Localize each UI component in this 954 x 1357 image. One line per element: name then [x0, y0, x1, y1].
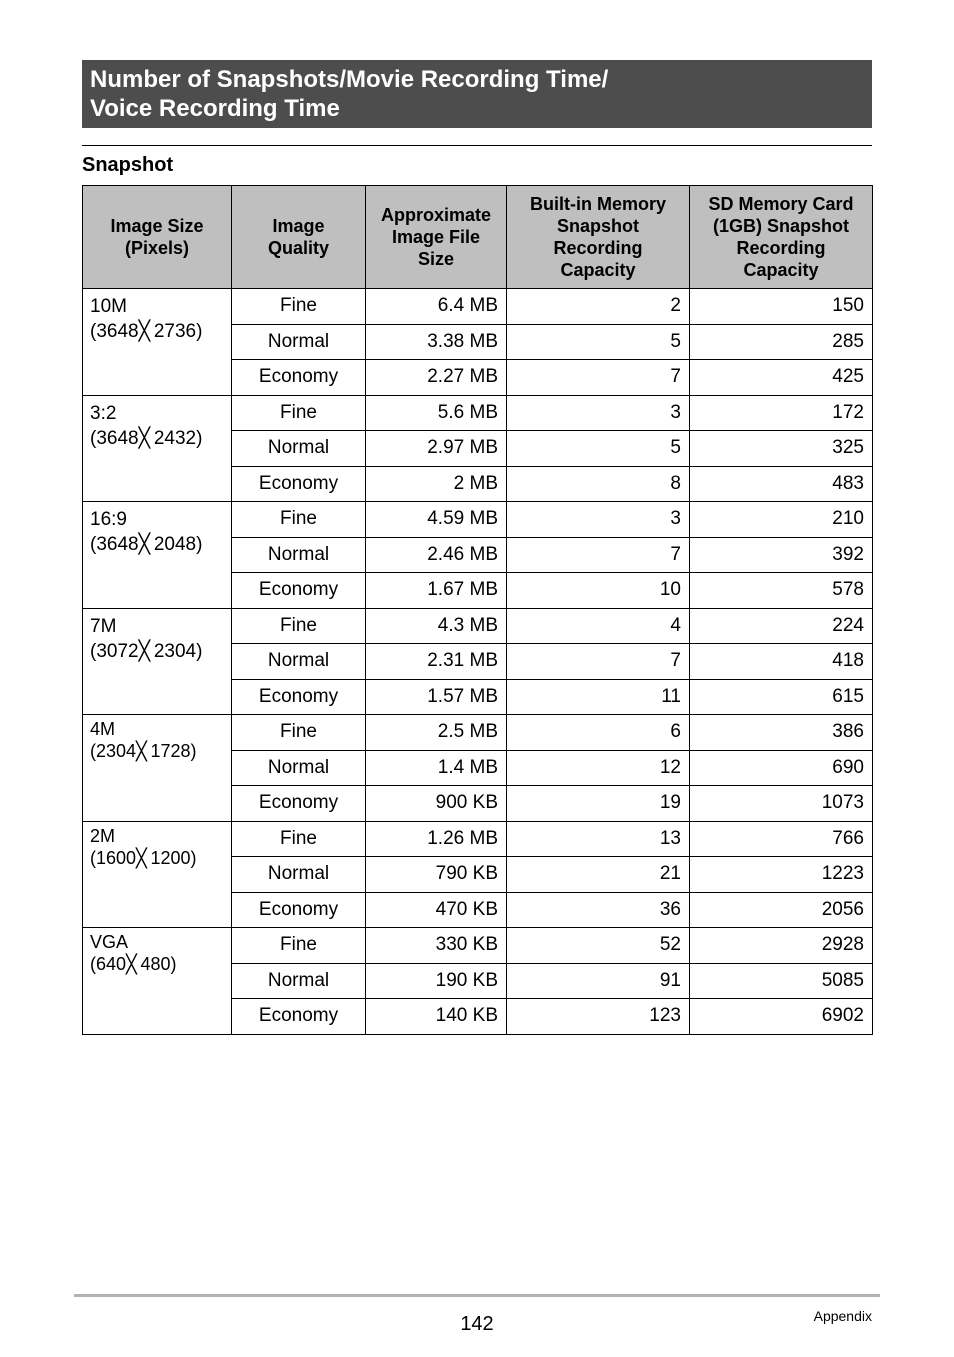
builtin-capacity-cell: 21	[507, 857, 690, 893]
image-size-name: VGA	[90, 932, 129, 952]
page-title	[82, 60, 872, 128]
image-size-cell	[83, 715, 232, 822]
file-size-cell: 470 KB	[366, 892, 507, 928]
image-quality-cell: Fine	[232, 928, 366, 964]
sd-capacity-cell: 1223	[690, 857, 873, 893]
image-quality-cell: Fine	[232, 608, 366, 644]
sd-capacity-cell: 615	[690, 679, 873, 715]
image-quality-cell: Fine	[232, 395, 366, 431]
builtin-capacity-cell: 2	[507, 289, 690, 325]
builtin-capacity-cell: 4	[507, 608, 690, 644]
image-quality-cell: Fine	[232, 502, 366, 538]
table-row	[83, 928, 873, 964]
builtin-capacity-cell: 52	[507, 928, 690, 964]
page-number: 142	[460, 1313, 494, 1335]
header-image-size: Image Size (Pixels)	[83, 186, 232, 289]
table-header-row	[83, 186, 873, 289]
table-body	[83, 289, 873, 1035]
snapshot-capacity-table	[82, 185, 873, 1035]
sd-capacity-cell: 150	[690, 289, 873, 325]
image-quality-cell: Fine	[232, 821, 366, 857]
image-size-pixels: (3648╳ 2432)	[90, 427, 203, 449]
file-size-cell: 790 KB	[366, 857, 507, 893]
builtin-capacity-cell: 7	[507, 644, 690, 680]
sd-capacity-cell: 483	[690, 466, 873, 502]
table-row	[83, 608, 873, 644]
image-quality-cell: Normal	[232, 857, 366, 893]
file-size-cell: 3.38 MB	[366, 324, 507, 360]
header-image-quality: Image Quality	[232, 186, 366, 289]
file-size-cell: 900 KB	[366, 786, 507, 822]
builtin-capacity-cell: 3	[507, 395, 690, 431]
image-size-name: 3:2	[90, 402, 117, 424]
table-row	[83, 821, 873, 857]
header-builtin-capacity: Built-in Memory Snapshot Recording Capacity	[507, 186, 690, 289]
file-size-cell: 1.67 MB	[366, 573, 507, 609]
file-size-cell: 2.31 MB	[366, 644, 507, 680]
section-heading: Snapshot	[82, 154, 174, 176]
file-size-cell: 2.97 MB	[366, 431, 507, 467]
file-size-cell: 1.57 MB	[366, 679, 507, 715]
image-quality-cell: Normal	[232, 431, 366, 467]
image-size-pixels: (640╳ 480)	[90, 954, 177, 974]
file-size-cell: 6.4 MB	[366, 289, 507, 325]
sd-capacity-cell: 5085	[690, 963, 873, 999]
sd-capacity-cell: 766	[690, 821, 873, 857]
sd-capacity-cell: 210	[690, 502, 873, 538]
file-size-cell: 2.5 MB	[366, 715, 507, 751]
image-quality-cell: Normal	[232, 324, 366, 360]
builtin-capacity-cell: 19	[507, 786, 690, 822]
file-size-cell: 1.4 MB	[366, 750, 507, 786]
sd-capacity-cell: 224	[690, 608, 873, 644]
page-title-line-1: Number of Snapshots/Movie Recording Time/	[90, 66, 609, 93]
sd-capacity-cell: 285	[690, 324, 873, 360]
image-quality-cell: Economy	[232, 786, 366, 822]
builtin-capacity-cell: 7	[507, 537, 690, 573]
image-size-name: 10M	[90, 296, 127, 317]
sd-capacity-cell: 392	[690, 537, 873, 573]
builtin-capacity-cell: 3	[507, 502, 690, 538]
sd-capacity-cell: 386	[690, 715, 873, 751]
image-quality-cell: Fine	[232, 289, 366, 325]
builtin-capacity-cell: 11	[507, 679, 690, 715]
image-quality-cell: Normal	[232, 750, 366, 786]
image-size-cell	[83, 821, 232, 928]
file-size-cell: 5.6 MB	[366, 395, 507, 431]
builtin-capacity-cell: 36	[507, 892, 690, 928]
image-quality-cell: Normal	[232, 963, 366, 999]
sd-capacity-cell: 425	[690, 360, 873, 396]
sd-capacity-cell: 2928	[690, 928, 873, 964]
image-quality-cell: Economy	[232, 999, 366, 1035]
sd-capacity-cell: 6902	[690, 999, 873, 1035]
sd-capacity-cell: 578	[690, 573, 873, 609]
image-quality-cell: Economy	[232, 679, 366, 715]
builtin-capacity-cell: 7	[507, 360, 690, 396]
table-row	[83, 502, 873, 538]
file-size-cell: 2 MB	[366, 466, 507, 502]
image-size-pixels: (3072╳ 2304)	[90, 640, 203, 662]
footer-divider	[74, 1294, 880, 1297]
builtin-capacity-cell: 123	[507, 999, 690, 1035]
footer-section-name: Appendix	[813, 1308, 872, 1324]
builtin-capacity-cell: 13	[507, 821, 690, 857]
file-size-cell: 2.27 MB	[366, 360, 507, 396]
image-size-name: 4M	[90, 719, 116, 739]
sd-capacity-cell: 172	[690, 395, 873, 431]
builtin-capacity-cell: 91	[507, 963, 690, 999]
table-row	[83, 715, 873, 751]
sd-capacity-cell: 325	[690, 431, 873, 467]
image-size-name: 2M	[90, 825, 116, 846]
image-quality-cell: Fine	[232, 715, 366, 751]
image-size-cell	[83, 395, 232, 502]
image-size-name: 7M	[90, 615, 117, 637]
image-size-cell	[83, 289, 232, 396]
image-size-name: 16:9	[90, 509, 127, 530]
header-sd-capacity: SD Memory Card (1GB) Snapshot Recording Capacity	[690, 186, 873, 289]
table-row	[83, 289, 873, 325]
builtin-capacity-cell: 8	[507, 466, 690, 502]
image-size-pixels: (1600╳ 1200)	[90, 847, 197, 868]
image-size-cell	[83, 608, 232, 715]
header-file-size: Approximate Image File Size	[366, 186, 507, 289]
image-size-pixels: (2304╳ 1728)	[90, 741, 197, 761]
builtin-capacity-cell: 5	[507, 431, 690, 467]
sd-capacity-cell: 418	[690, 644, 873, 680]
file-size-cell: 190 KB	[366, 963, 507, 999]
file-size-cell: 4.3 MB	[366, 608, 507, 644]
image-size-cell	[83, 502, 232, 609]
image-quality-cell: Economy	[232, 892, 366, 928]
builtin-capacity-cell: 5	[507, 324, 690, 360]
page-title-line-2: Voice Recording Time	[90, 95, 340, 122]
file-size-cell: 2.46 MB	[366, 537, 507, 573]
builtin-capacity-cell: 6	[507, 715, 690, 751]
sd-capacity-cell: 690	[690, 750, 873, 786]
image-size-cell	[83, 928, 232, 1035]
file-size-cell: 4.59 MB	[366, 502, 507, 538]
image-quality-cell: Normal	[232, 644, 366, 680]
file-size-cell: 140 KB	[366, 999, 507, 1035]
image-size-pixels: (3648╳ 2736)	[90, 321, 203, 342]
file-size-cell: 1.26 MB	[366, 821, 507, 857]
table-row	[83, 395, 873, 431]
file-size-cell: 330 KB	[366, 928, 507, 964]
title-divider	[82, 145, 872, 146]
sd-capacity-cell: 1073	[690, 786, 873, 822]
sd-capacity-cell: 2056	[690, 892, 873, 928]
image-size-pixels: (3648╳ 2048)	[90, 534, 203, 555]
image-quality-cell: Economy	[232, 573, 366, 609]
builtin-capacity-cell: 12	[507, 750, 690, 786]
image-quality-cell: Normal	[232, 537, 366, 573]
image-quality-cell: Economy	[232, 466, 366, 502]
image-quality-cell: Economy	[232, 360, 366, 396]
builtin-capacity-cell: 10	[507, 573, 690, 609]
